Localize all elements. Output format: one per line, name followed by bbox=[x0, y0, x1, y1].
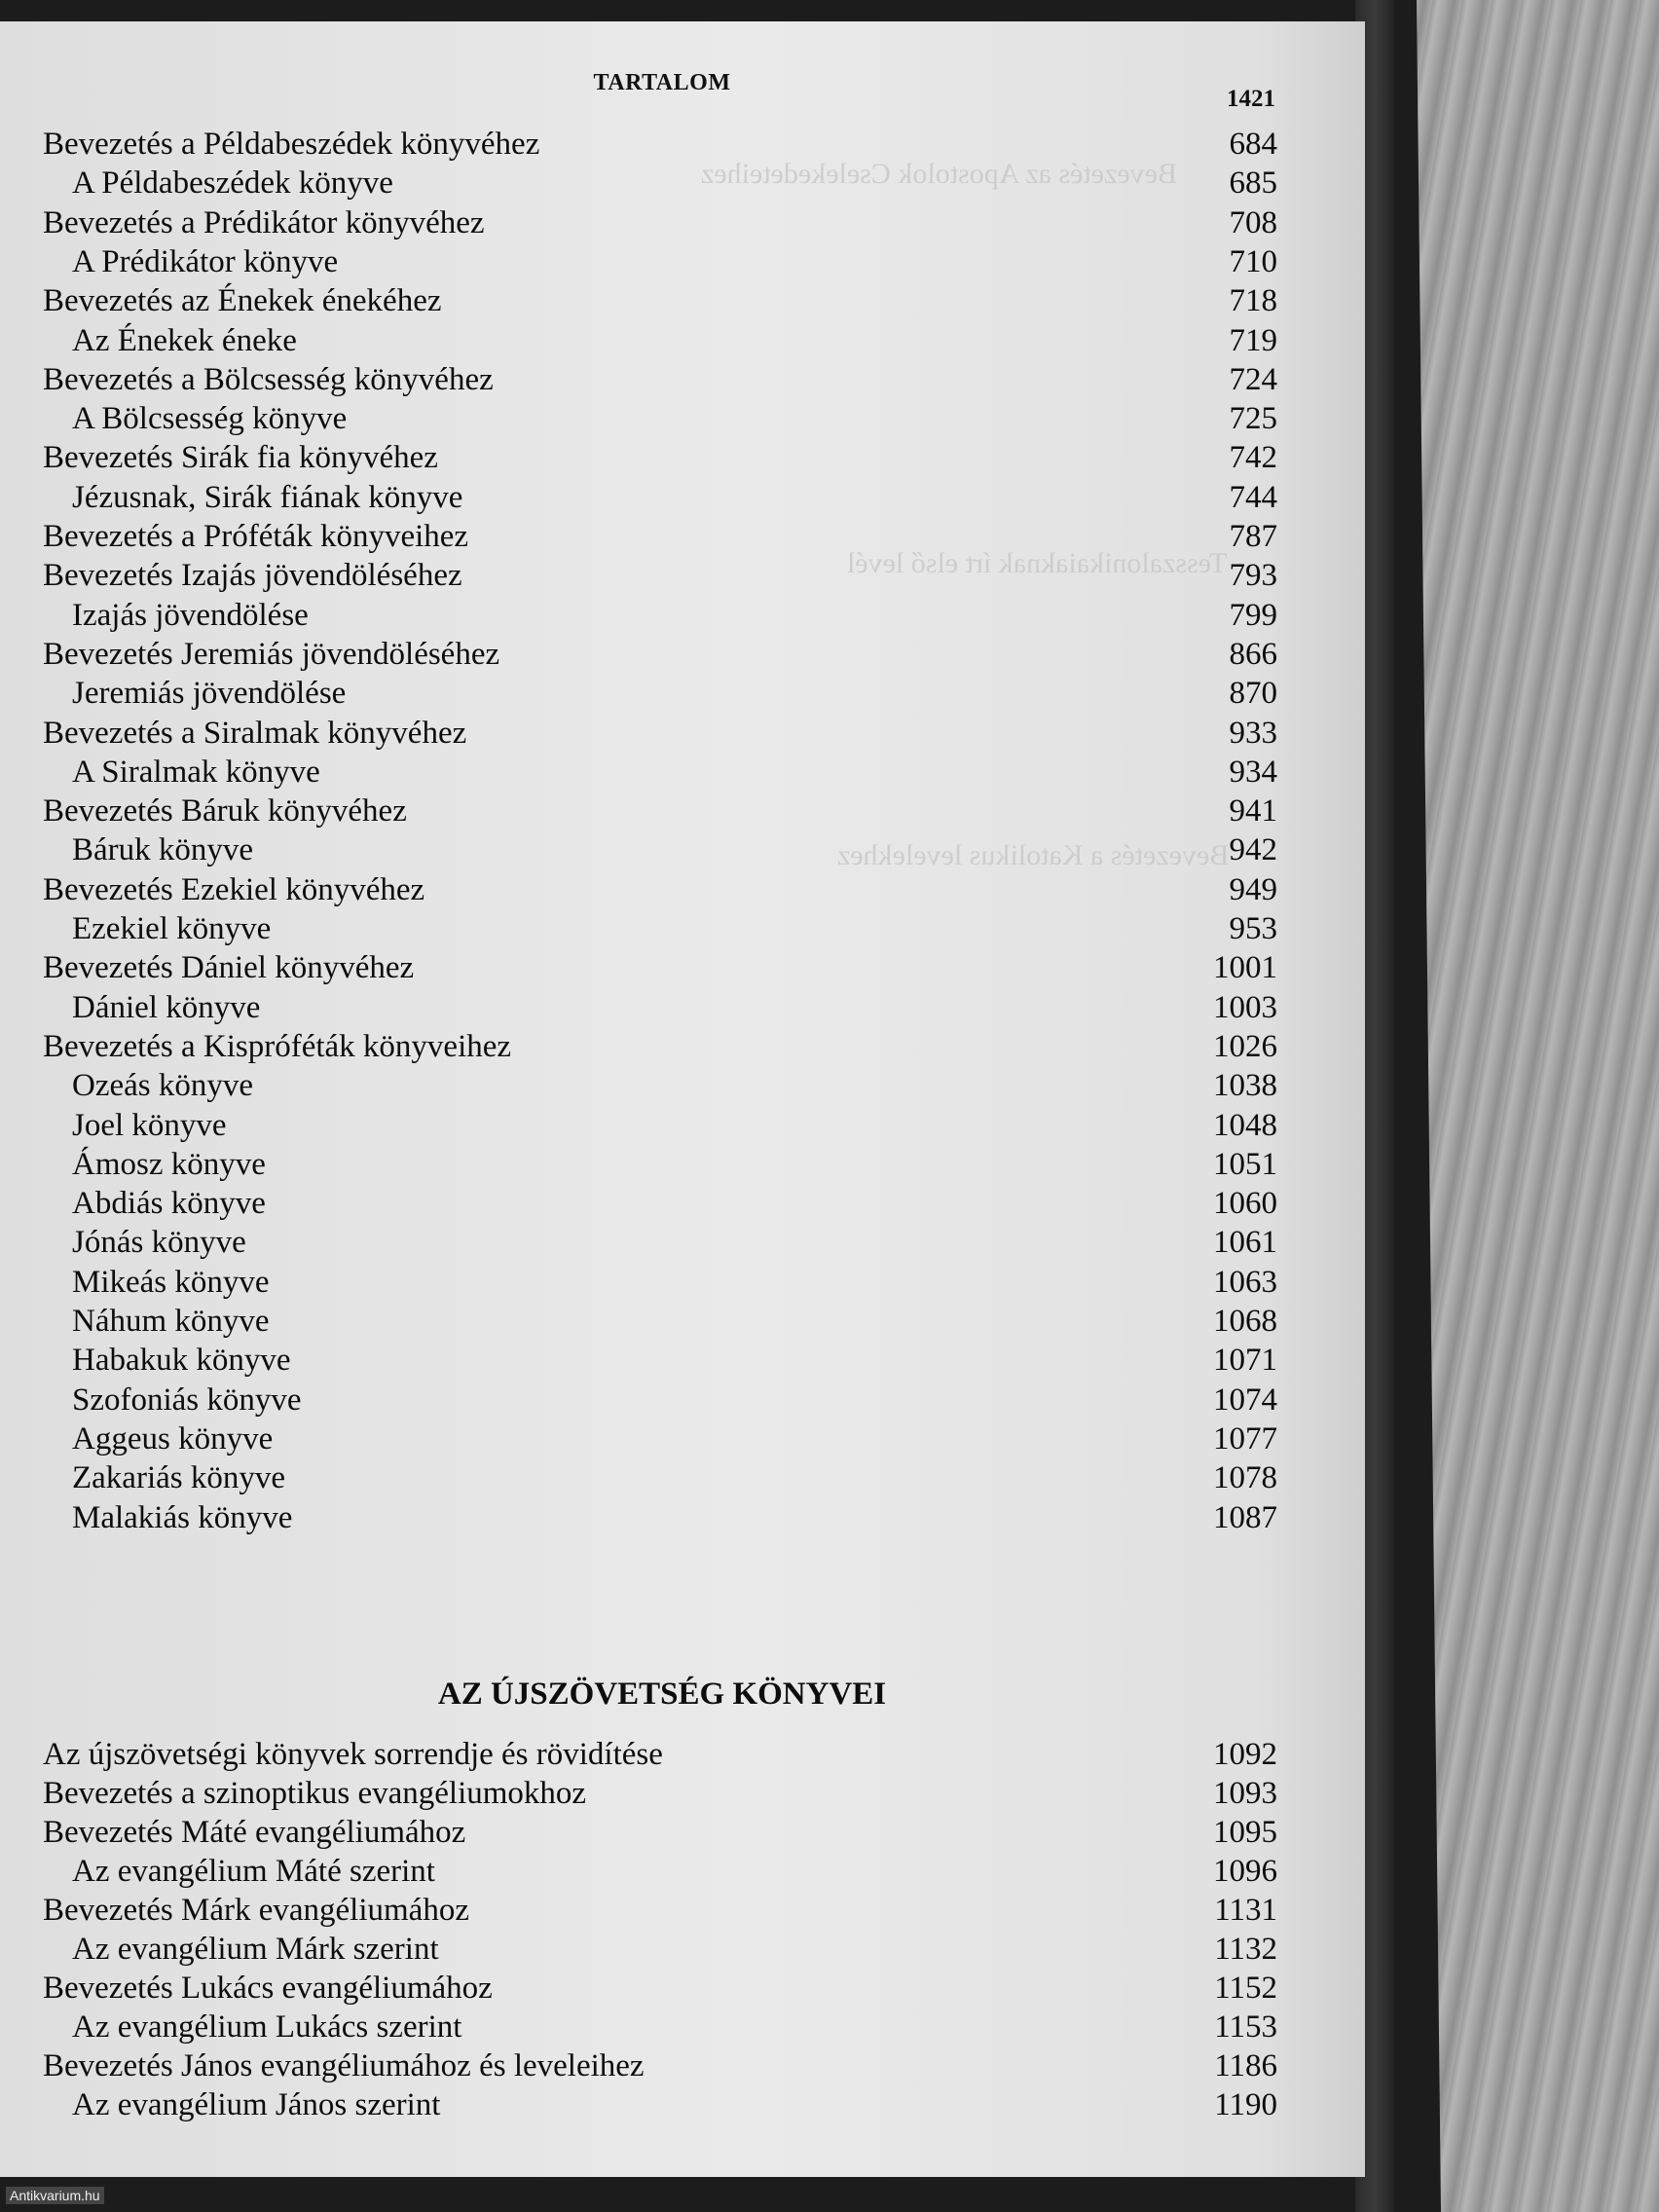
toc-entry bbox=[0, 716, 1285, 755]
toc-entry bbox=[0, 166, 1285, 204]
toc-entry bbox=[0, 1382, 1285, 1421]
toc-entry-title: Az újszövetségi könyvek sorrendje és rövidítése bbox=[43, 1737, 663, 1772]
toc-entry-page: 949 bbox=[1229, 871, 1277, 907]
toc-entry-title: Bevezetés Lukács evangéliumához bbox=[43, 1971, 493, 2006]
toc-entry-title: Aggeus könyve bbox=[72, 1420, 274, 1456]
toc-entry-page: 1048 bbox=[1213, 1107, 1277, 1143]
section-title-new-testament: AZ ÚJSZÖVETSÉG KÖNYVEI bbox=[437, 1677, 887, 1712]
toc-entry bbox=[0, 1460, 1285, 1499]
toc-entry-page: 953 bbox=[1229, 911, 1277, 946]
show-through-text: Bevezetés a Katolikus levelekhez bbox=[837, 839, 1230, 871]
toc-entry-title: A Prédikátor könyve bbox=[72, 243, 339, 279]
toc-entry-page: 1132 bbox=[1214, 1932, 1277, 1967]
toc-entry-page: 1131 bbox=[1214, 1893, 1277, 1928]
toc-entry-title: Abdiás könyve bbox=[72, 1186, 266, 1222]
toc-entry bbox=[0, 872, 1285, 911]
toc-entry-title: Bevezetés Ezekiel könyvéhez bbox=[43, 871, 425, 907]
toc-entry bbox=[0, 480, 1285, 519]
toc-entry-page: 870 bbox=[1229, 676, 1277, 712]
page-number: 1421 bbox=[1227, 86, 1275, 112]
toc-entry-title: Az evangélium Márk szerint bbox=[72, 1932, 439, 1967]
toc-entry bbox=[0, 205, 1285, 244]
toc-entry-title: Bevezetés Izajás jövendöléséhez bbox=[43, 558, 462, 594]
toc-entry-title: Bevezetés Sirák fia könyvéhez bbox=[43, 440, 438, 476]
toc-entry-title: Ezekiel könyve bbox=[72, 911, 272, 946]
toc-entry bbox=[0, 990, 1285, 1029]
toc-entry bbox=[0, 2009, 1285, 2048]
toc-entry-title: Joel könyve bbox=[72, 1107, 227, 1143]
toc-entry-title: Ozeás könyve bbox=[72, 1068, 254, 1104]
toc-entry bbox=[0, 1068, 1285, 1107]
toc-entry bbox=[0, 1304, 1285, 1343]
toc-entry-page: 1026 bbox=[1213, 1028, 1277, 1064]
toc-entry-title: Bevezetés a Példabeszédek könyvéhez bbox=[43, 127, 540, 162]
toc-entry-page: 1038 bbox=[1213, 1068, 1277, 1104]
toc-entry-page: 710 bbox=[1229, 243, 1277, 279]
toc-entry-page: 742 bbox=[1229, 440, 1277, 476]
toc-entry-title: Bevezetés a Siralmak könyvéhez bbox=[43, 715, 467, 751]
toc-entry-title: Jónás könyve bbox=[72, 1225, 246, 1261]
toc-entry-title: A Siralmak könyve bbox=[72, 754, 320, 790]
toc-entry bbox=[0, 1737, 1285, 1776]
toc-entry-title: Bevezetés az Énekek énekéhez bbox=[43, 283, 442, 319]
toc-entry-page: 941 bbox=[1229, 793, 1277, 830]
toc-entry-page: 1078 bbox=[1213, 1460, 1277, 1496]
page-header-title: TARTALOM bbox=[593, 70, 731, 95]
toc-entry bbox=[0, 1265, 1285, 1304]
show-through-text: Tesszalonikaiaknak írt első levél bbox=[847, 547, 1228, 579]
toc-entry-page: 1077 bbox=[1213, 1420, 1277, 1456]
toc-entry bbox=[0, 1108, 1285, 1147]
toc-entry-title: A Példabeszédek könyve bbox=[72, 166, 393, 202]
toc-entry bbox=[0, 1854, 1285, 1893]
toc-entry-page: 1060 bbox=[1213, 1186, 1277, 1222]
toc-entry bbox=[0, 283, 1285, 322]
toc-entry bbox=[0, 598, 1285, 637]
toc-entry bbox=[0, 1893, 1285, 1932]
book-page bbox=[0, 21, 1365, 2177]
toc-entry-title: Az evangélium Máté szerint bbox=[72, 1854, 435, 1889]
toc-entry-title: Szofoniás könyve bbox=[72, 1382, 302, 1418]
toc-entry bbox=[0, 558, 1285, 597]
toc-entry-title: Malakiás könyve bbox=[72, 1499, 293, 1535]
toc-entry-title: A Bölcsesség könyve bbox=[72, 401, 348, 437]
toc-entry-title: Bevezetés Dániel könyvéhez bbox=[43, 950, 415, 986]
toc-entry bbox=[0, 1186, 1285, 1225]
toc-entry bbox=[0, 676, 1285, 715]
toc-entry-page: 866 bbox=[1229, 636, 1277, 672]
toc-entry bbox=[0, 519, 1285, 558]
toc-entry-page: 1051 bbox=[1213, 1146, 1277, 1182]
toc-entry bbox=[0, 127, 1285, 166]
toc-entry-page: 799 bbox=[1229, 597, 1277, 633]
toc-entry-title: Bevezetés Báruk könyvéhez bbox=[43, 793, 407, 830]
toc-entry bbox=[0, 1500, 1285, 1539]
toc-entry-page: 934 bbox=[1229, 754, 1277, 790]
toc-entry bbox=[0, 1815, 1285, 1854]
toc-entry-page: 724 bbox=[1229, 361, 1277, 397]
toc-entry bbox=[0, 2087, 1285, 2126]
toc-entry-title: Habakuk könyve bbox=[72, 1343, 291, 1379]
toc-entry bbox=[0, 1147, 1285, 1186]
toc-entry-title: Izajás jövendölése bbox=[72, 597, 309, 633]
toc-entry bbox=[0, 832, 1285, 871]
toc-entry-title: Bevezetés a Bölcsesség könyvéhez bbox=[43, 361, 494, 397]
toc-entry bbox=[0, 244, 1285, 283]
toc-entry-page: 744 bbox=[1229, 479, 1277, 515]
toc-entry-title: Zakariás könyve bbox=[72, 1460, 285, 1496]
toc-entry bbox=[0, 950, 1285, 989]
toc-entry-title: Bevezetés Márk evangéliumához bbox=[43, 1893, 469, 1928]
toc-entry-title: Mikeás könyve bbox=[72, 1264, 270, 1300]
toc-entry-title: Bevezetés a Prédikátor könyvéhez bbox=[43, 204, 485, 240]
toc-entry bbox=[0, 323, 1285, 362]
toc-entry-page: 1190 bbox=[1214, 2087, 1277, 2122]
toc-entry-page: 719 bbox=[1229, 322, 1277, 358]
toc-entry-title: Ámosz könyve bbox=[72, 1146, 266, 1182]
toc-entry-page: 1095 bbox=[1213, 1815, 1277, 1850]
toc-entry bbox=[0, 362, 1285, 401]
toc-entry bbox=[0, 1421, 1285, 1460]
toc-entry-page: 793 bbox=[1229, 558, 1277, 594]
toc-entry-title: Jeremiás jövendölése bbox=[72, 676, 347, 712]
toc-entry bbox=[0, 440, 1285, 479]
toc-entry-page: 1153 bbox=[1214, 2009, 1277, 2045]
toc-entry-page: 708 bbox=[1229, 204, 1277, 240]
toc-entry-page: 1093 bbox=[1213, 1776, 1277, 1811]
toc-entry-page: 1061 bbox=[1213, 1225, 1277, 1261]
toc-entry-title: Az Énekek éneke bbox=[72, 322, 297, 358]
toc-entry-page: 1092 bbox=[1213, 1737, 1277, 1772]
toc-entry-title: Az evangélium János szerint bbox=[72, 2087, 441, 2122]
toc-entry bbox=[0, 911, 1285, 950]
toc-entry bbox=[0, 1225, 1285, 1264]
toc-entry-page: 1063 bbox=[1213, 1264, 1277, 1300]
toc-entry-title: Bevezetés Máté evangéliumához bbox=[43, 1815, 466, 1850]
toc-entry-page: 718 bbox=[1229, 283, 1277, 319]
toc-entry-page: 1001 bbox=[1213, 950, 1277, 986]
toc-entry bbox=[0, 793, 1285, 832]
toc-entry-page: 1186 bbox=[1214, 2048, 1277, 2083]
toc-entry-title: Bevezetés a Próféták könyveihez bbox=[43, 519, 469, 554]
toc-entry bbox=[0, 1776, 1285, 1815]
toc-entry-page: 933 bbox=[1229, 715, 1277, 751]
watermark: Antikvarium.hu bbox=[6, 2187, 104, 2204]
toc-entry-page: 1068 bbox=[1213, 1304, 1277, 1339]
toc-entry-title: Dániel könyve bbox=[72, 989, 261, 1025]
show-through-text: Bevezetés az Apostolok Cselekedeteihez bbox=[701, 158, 1177, 190]
toc-entry-page: 1152 bbox=[1214, 1971, 1277, 2006]
toc-entry bbox=[0, 1029, 1285, 1068]
toc-entry-page: 725 bbox=[1229, 401, 1277, 437]
toc-entry bbox=[0, 1343, 1285, 1382]
toc-entry bbox=[0, 401, 1285, 440]
toc-entry-title: Bevezetés a szinoptikus evangéliumokhoz bbox=[43, 1776, 587, 1811]
toc-entry bbox=[0, 2048, 1285, 2087]
toc-entry-title: Bevezetés Jeremiás jövendöléséhez bbox=[43, 636, 500, 672]
toc-entry-title: Bevezetés János evangéliumához és leveleihez bbox=[43, 2048, 645, 2083]
toc-entry-page: 787 bbox=[1229, 519, 1277, 554]
toc-entry bbox=[0, 637, 1285, 676]
toc-entry-title: Jézusnak, Sirák fiának könyve bbox=[72, 479, 463, 515]
toc-entry-page: 942 bbox=[1229, 832, 1277, 868]
toc-entry-page: 685 bbox=[1229, 166, 1277, 202]
toc-entry-page: 1003 bbox=[1213, 989, 1277, 1025]
toc-entry-title: Báruk könyve bbox=[72, 832, 254, 868]
toc-entry-page: 1096 bbox=[1213, 1854, 1277, 1889]
toc-entry bbox=[0, 1932, 1285, 1971]
toc-entry-page: 1071 bbox=[1213, 1343, 1277, 1379]
toc-entry-page: 1074 bbox=[1213, 1382, 1277, 1418]
toc-entry-page: 684 bbox=[1229, 127, 1277, 162]
toc-entry-page: 1087 bbox=[1213, 1499, 1277, 1535]
toc-entry bbox=[0, 1971, 1285, 2009]
toc-entry bbox=[0, 755, 1285, 793]
toc-entry-title: Náhum könyve bbox=[72, 1304, 270, 1339]
toc-entry-title: Az evangélium Lukács szerint bbox=[72, 2009, 462, 2045]
toc-entry-title: Bevezetés a Kispróféták könyveihez bbox=[43, 1028, 512, 1064]
